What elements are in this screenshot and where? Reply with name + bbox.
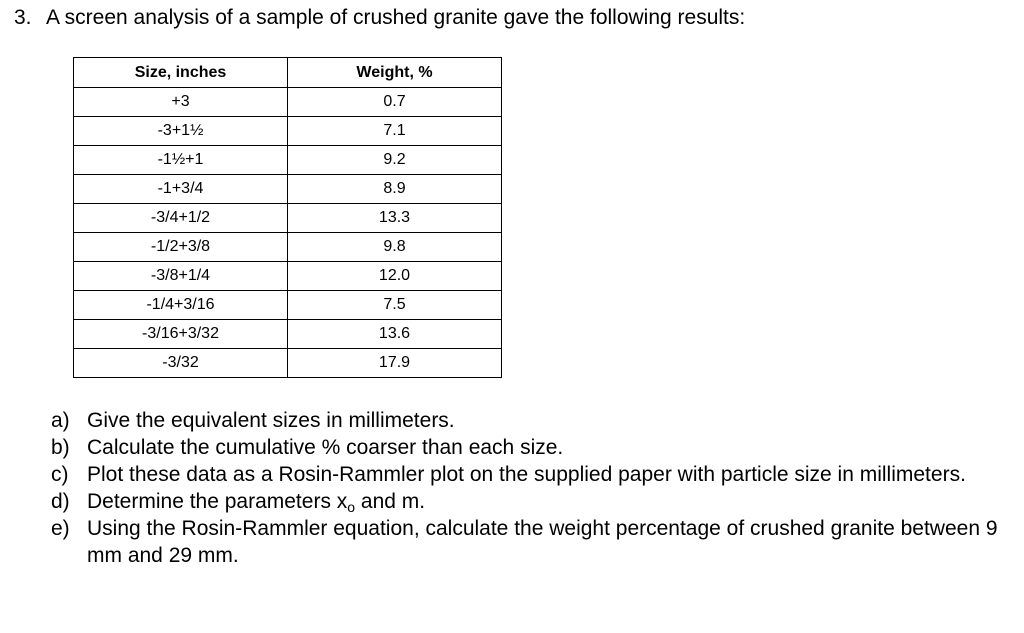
size-cell: -3/8+1/4 [74, 262, 288, 291]
size-cell: -1/2+3/8 [74, 233, 288, 262]
column-header-size: Size, inches [74, 58, 288, 88]
column-header-weight: Weight, % [288, 58, 502, 88]
size-cell: -3/32 [74, 349, 288, 378]
weight-cell: 0.7 [288, 88, 502, 117]
weight-cell: 13.3 [288, 204, 502, 233]
size-cell: -3/16+3/32 [74, 320, 288, 349]
weight-cell: 7.5 [288, 291, 502, 320]
size-cell: -1+3/4 [74, 175, 288, 204]
screen-analysis-table [73, 57, 502, 378]
task-item-e [51, 515, 1011, 569]
table-row [74, 262, 502, 291]
subscript-o: o [347, 499, 356, 515]
table-header-row [74, 58, 502, 88]
weight-cell: 7.1 [288, 117, 502, 146]
table-row [74, 146, 502, 175]
question-number: 3. [14, 6, 32, 29]
task-marker: a) [51, 409, 70, 432]
weight-cell: 8.9 [288, 175, 502, 204]
task-item-b [51, 434, 1011, 461]
table-row [74, 88, 502, 117]
task-text: Calculate the cumulative % coarser than each size. [87, 436, 564, 459]
task-item-a [51, 407, 1011, 434]
size-cell: +3 [74, 88, 288, 117]
size-cell: -1/4+3/16 [74, 291, 288, 320]
task-marker: b) [51, 436, 70, 459]
size-cell: -3/4+1/2 [74, 204, 288, 233]
table-row [74, 349, 502, 378]
task-text-after: and m. [355, 490, 426, 513]
task-item-d [51, 488, 1011, 515]
task-item-c [51, 461, 1011, 488]
table-row [74, 320, 502, 349]
table-row [74, 175, 502, 204]
task-text: Using the Rosin-Rammler equation, calculate the weight percentage of crushed granite between 9 mm and 29 mm. [87, 517, 998, 567]
question-heading [14, 4, 745, 32]
task-list [51, 407, 1011, 569]
task-text: Give the equivalent sizes in millimeters. [87, 409, 455, 432]
size-cell: -3+1½ [74, 117, 288, 146]
question-text: A screen analysis of a sample of crushed granite gave the following results: [46, 6, 746, 29]
size-cell: -1½+1 [74, 146, 288, 175]
weight-cell: 17.9 [288, 349, 502, 378]
table-row [74, 233, 502, 262]
table-row [74, 117, 502, 146]
weight-cell: 13.6 [288, 320, 502, 349]
task-text-before: Determine the parameters x [87, 490, 348, 513]
task-text: Plot these data as a Rosin-Rammler plot on the supplied paper with particle size in millimeters. [87, 463, 966, 486]
task-marker: e) [51, 517, 70, 540]
weight-cell: 9.8 [288, 233, 502, 262]
task-marker: d) [51, 490, 70, 513]
weight-cell: 12.0 [288, 262, 502, 291]
task-marker: c) [51, 463, 69, 486]
table-row [74, 291, 502, 320]
weight-cell: 9.2 [288, 146, 502, 175]
table-row [74, 204, 502, 233]
